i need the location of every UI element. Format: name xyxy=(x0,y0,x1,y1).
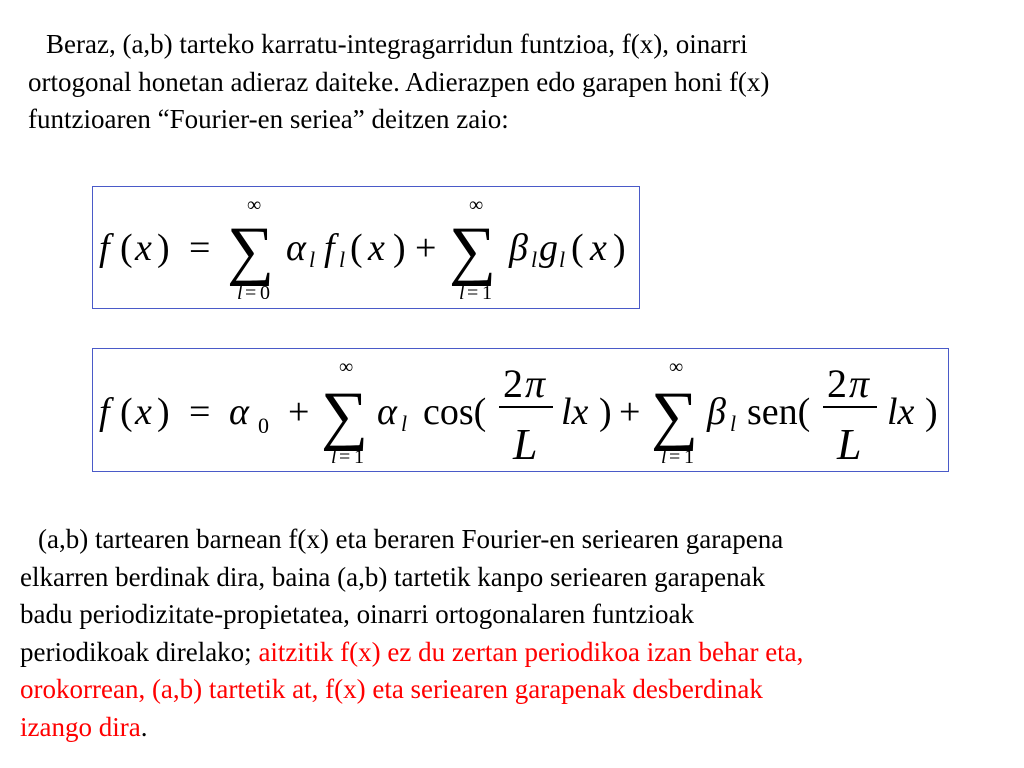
eq1-plus: + xyxy=(415,227,437,269)
eq1-f-basis: f xyxy=(324,227,335,269)
eq1-sum2-upper: ∞ xyxy=(469,194,484,216)
conclusion-line-6-red: izango dira xyxy=(20,711,141,742)
intro-paragraph xyxy=(28,26,1008,139)
fourier-series-trig-equation xyxy=(92,348,949,472)
equation1-svg xyxy=(93,187,639,308)
eq1-sum1-start: 0 xyxy=(260,282,270,304)
conclusion-line-6-end: . xyxy=(140,711,148,742)
eq1-close2: ) xyxy=(393,227,406,269)
eq1-x3: x xyxy=(590,227,607,269)
eq2-cos: cos( xyxy=(423,391,487,433)
eq2-frac1-pi: π xyxy=(525,361,546,406)
intro-line-3: funtzioaren “Fourier-en seriea” deitzen zaio: xyxy=(28,104,509,134)
eq1-open2: ( xyxy=(350,227,363,269)
fourier-series-general-equation xyxy=(92,186,640,309)
eq2-x: x xyxy=(135,391,152,433)
eq1-close3: ) xyxy=(613,227,626,269)
eq1-close: ) xyxy=(157,227,170,269)
eq2-sum2-eq: = xyxy=(669,446,681,468)
eq1-f-basis-sub: l xyxy=(339,247,346,272)
eq2-alpha0: α xyxy=(229,391,249,433)
eq2-sum1-symbol: ∑ xyxy=(321,379,369,452)
eq2-lx2: lx xyxy=(887,391,915,433)
eq2-frac2-pi: π xyxy=(849,361,870,406)
eq2-sum2-symbol: ∑ xyxy=(651,379,699,452)
eq2-equals: = xyxy=(189,391,211,433)
eq1-sum1-eq: = xyxy=(245,282,257,304)
conclusion-line-4-red: aitzitik f(x) ez du zertan periodikoa izan behar eta, xyxy=(258,636,804,667)
eq2-frac2-L: L xyxy=(837,420,862,469)
eq1-sum1-symbol: ∑ xyxy=(227,214,275,287)
eq1-sum2-start: 1 xyxy=(482,282,492,304)
equation2-svg xyxy=(93,349,948,471)
eq1-sum1-upper: ∞ xyxy=(247,194,262,216)
eq1-alpha-sub: l xyxy=(309,247,316,272)
eq2-sum2-index: l xyxy=(661,446,667,468)
eq1-x: x xyxy=(135,227,152,269)
eq1-equals: = xyxy=(189,227,211,269)
eq2-f: f xyxy=(99,391,110,433)
eq2-sum1-upper: ∞ xyxy=(339,356,354,378)
eq1-f: f xyxy=(99,227,110,269)
eq1-alpha: α xyxy=(286,227,306,269)
eq2-rparen2: ) xyxy=(925,391,938,433)
eq2-lx1: lx xyxy=(561,391,589,433)
conclusion-paragraph xyxy=(20,521,1020,746)
eq2-sum2-start: 1 xyxy=(684,446,694,468)
eq1-sum2-eq: = xyxy=(467,282,479,304)
eq2-frac2-two: 2 xyxy=(827,361,847,406)
intro-line-2: ortogonal honetan adieraz daiteke. Adierazpen edo garapen honi f(x) xyxy=(28,66,770,97)
eq2-sum1-eq: = xyxy=(339,446,351,468)
eq2-frac1-L: L xyxy=(513,420,538,469)
conclusion-line-1: (a,b) tartearen barnean f(x) eta beraren Fourier-en seriearen garapena xyxy=(38,524,784,554)
conclusion-line-6 xyxy=(20,709,1020,747)
eq2-alpha0-sub: 0 xyxy=(258,413,269,438)
intro-line-1: Beraz, (a,b) tarteko karratu-integragarridun funtzioa, f(x), oinarri xyxy=(46,29,748,59)
eq1-beta: β xyxy=(509,227,528,269)
eq2-alpha-l-sub: l xyxy=(401,411,408,436)
eq2-sum1-start: 1 xyxy=(354,446,364,468)
eq2-open: ( xyxy=(120,391,133,433)
eq1-x2: x xyxy=(368,227,385,269)
eq1-open: ( xyxy=(120,227,133,269)
eq2-plus2: + xyxy=(619,391,641,433)
conclusion-line-2: elkarren berdinak dira, baina (a,b) tartetik kanpo seriearen garapenak xyxy=(20,561,766,592)
eq2-frac1-two: 2 xyxy=(503,361,523,406)
conclusion-line-4 xyxy=(20,634,1020,672)
eq2-beta-l-sub: l xyxy=(730,411,737,436)
eq1-g: g xyxy=(539,227,558,269)
eq2-sen: sen( xyxy=(747,391,811,433)
eq2-sum2-upper: ∞ xyxy=(669,356,684,378)
eq2-close: ) xyxy=(157,391,170,433)
eq2-rparen1: ) xyxy=(599,391,612,433)
conclusion-line-4-black: periodikoak direlako; xyxy=(20,636,259,667)
eq1-sum2-symbol: ∑ xyxy=(449,214,497,287)
eq1-sum2-index: l xyxy=(459,282,465,304)
conclusion-line-3: badu periodizitate-propietatea, oinarri ortogonalaren funtzioak xyxy=(20,599,694,629)
eq1-sum1-index: l xyxy=(237,282,243,304)
eq2-alpha-l: α xyxy=(377,391,397,433)
eq1-open3: ( xyxy=(571,227,584,269)
eq2-plus1: + xyxy=(288,391,310,433)
eq1-g-sub: l xyxy=(559,247,566,272)
eq1-beta-sub: l xyxy=(531,247,538,272)
eq2-beta-l: β xyxy=(707,391,726,433)
conclusion-line-5: orokorrean, (a,b) tartetik at, f(x) eta seriearen garapenak desberdinak xyxy=(20,674,763,704)
eq2-sum1-index: l xyxy=(331,446,337,468)
